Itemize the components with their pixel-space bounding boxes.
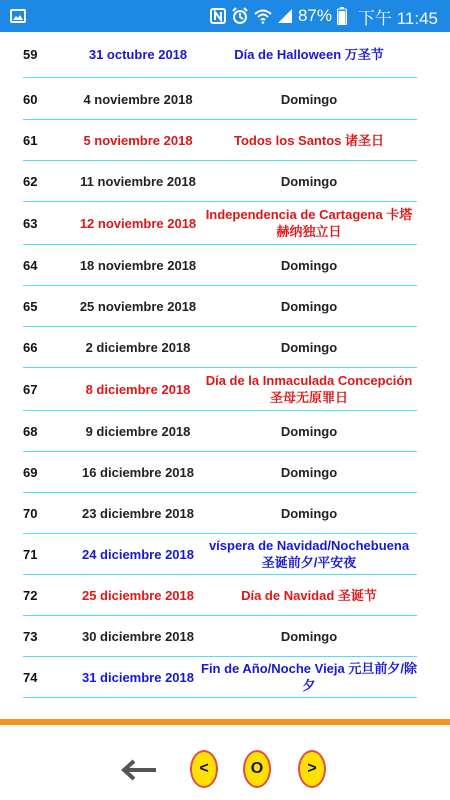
row-date: 25 diciembre 2018: [81, 587, 195, 603]
row-date: 8 diciembre 2018: [85, 381, 191, 397]
row-number: 74: [23, 669, 38, 685]
table-row: [23, 534, 417, 575]
table-row: [23, 657, 417, 698]
row-event: Domingo: [280, 173, 338, 189]
row-number: 68: [23, 423, 38, 439]
row-event: Fin de Año/Noche Vieja 元旦前夕/除夕: [201, 661, 417, 693]
row-event: Domingo: [280, 91, 338, 107]
row-number: 70: [23, 505, 38, 521]
wifi-icon: [254, 8, 272, 24]
holiday-table: [23, 32, 417, 700]
row-number: 65: [23, 298, 38, 314]
row-date: 30 diciembre 2018: [81, 628, 195, 644]
row-event: Día de Halloween 万圣节: [234, 47, 384, 62]
row-event: Domingo: [280, 464, 338, 480]
row-number: 66: [23, 339, 38, 355]
footer-divider: [0, 719, 450, 725]
table-row: [23, 79, 417, 120]
row-number: 71: [23, 546, 38, 562]
row-date: 31 octubre 2018: [88, 47, 188, 62]
row-date: 4 noviembre 2018: [83, 91, 193, 107]
row-event: Domingo: [280, 628, 338, 644]
row-date: 12 noviembre 2018: [79, 215, 197, 231]
back-button[interactable]: [118, 756, 160, 784]
row-event: Día de la Inmaculada Concepción 圣母无原罪日: [205, 373, 413, 405]
battery-icon: [337, 7, 347, 25]
row-number: 62: [23, 173, 38, 189]
row-date: 2 diciembre 2018: [85, 339, 191, 355]
row-number: 72: [23, 587, 38, 603]
nfc-icon: [210, 8, 226, 24]
row-number: 69: [23, 464, 38, 480]
row-number: 60: [23, 91, 38, 107]
row-date: 11 noviembre 2018: [80, 173, 196, 189]
alarm-icon: [231, 7, 249, 25]
table-row: [23, 32, 417, 78]
table-row: [23, 616, 417, 657]
row-number: 67: [23, 381, 38, 397]
row-event: Día de Navidad 圣诞节: [241, 587, 377, 603]
row-event: Domingo: [280, 339, 338, 355]
row-number: 61: [23, 132, 38, 148]
row-date: 23 diciembre 2018: [81, 505, 195, 521]
table-row: [23, 245, 417, 286]
row-number: 64: [23, 257, 38, 273]
table-row: [23, 411, 417, 452]
row-date: 9 diciembre 2018: [85, 423, 191, 439]
status-icons: [210, 0, 438, 32]
row-event: víspera de Navidad/Nochebuena 圣诞前夕/平安夜: [208, 538, 410, 570]
table-row: [23, 202, 417, 245]
arrow-left-icon: [118, 756, 160, 784]
row-event: Domingo: [280, 505, 338, 521]
row-event: Todos los Santos 诸圣日: [234, 132, 384, 148]
table-row: [23, 286, 417, 327]
table-row: [23, 161, 417, 202]
row-event: Domingo: [280, 298, 338, 314]
prev-button[interactable]: <: [190, 750, 218, 788]
row-number: 63: [23, 215, 38, 231]
row-event: Domingo: [280, 423, 338, 439]
row-event: Domingo: [280, 257, 338, 273]
clock: 下午 11:45: [357, 8, 438, 28]
table-row: [23, 327, 417, 368]
row-date: 5 noviembre 2018: [83, 132, 193, 148]
table-row: [23, 575, 417, 616]
table-row: [23, 452, 417, 493]
signal-icon: [277, 8, 293, 24]
row-date: 18 noviembre 2018: [79, 257, 197, 273]
row-number: 59: [23, 47, 38, 62]
battery-percent: 87%: [297, 6, 332, 25]
table-row: [23, 368, 417, 411]
row-date: 31 diciembre 2018: [81, 669, 195, 685]
status-bar: [0, 0, 450, 32]
row-date: 24 diciembre 2018: [81, 546, 195, 562]
table-row: [23, 120, 417, 161]
row-date: 16 diciembre 2018: [81, 464, 195, 480]
gallery-icon: [10, 9, 26, 23]
table-row: [23, 493, 417, 534]
row-date: 25 noviembre 2018: [79, 298, 197, 314]
row-event: Independencia de Cartagena 卡塔赫纳独立日: [205, 207, 413, 239]
home-button[interactable]: O: [243, 750, 271, 788]
next-button[interactable]: >: [298, 750, 326, 788]
row-number: 73: [23, 628, 38, 644]
